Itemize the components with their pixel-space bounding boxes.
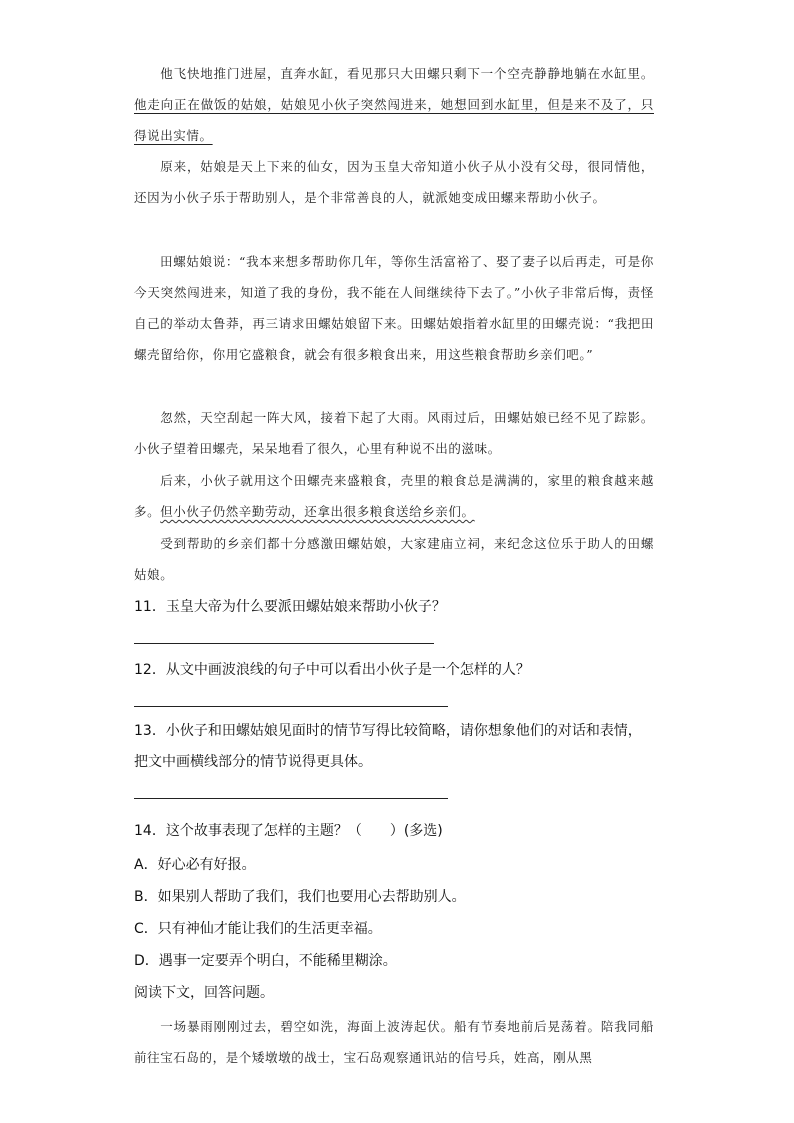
para2-text: 原来，姑娘是天上下来的仙女，因为玉皇大帝知道小伙子从小没有父母，很同情他，还因为小伙子乐于帮助别人，是个非常善良的人，就派她变成田螺来帮助小伙子。 <box>134 159 654 205</box>
passage1-para5 <box>134 465 654 527</box>
option-b[interactable]: B．如果别人帮助了我们，我们也要用心去帮助别人。 <box>134 889 466 905</box>
passage2-para1 <box>134 1011 654 1073</box>
option-d[interactable]: D．遇事一定要弄个明白，不能稀里糊涂。 <box>134 953 397 969</box>
para1-plain-text: 他飞快地推门进屋，直奔水缸，看见那只大田螺只剩下一个空壳静静地躺在水缸里。 <box>160 66 654 81</box>
passage1-para3 <box>134 246 654 370</box>
question-12: 12．从文中画波浪线的句子中可以看出小伙子是一个怎样的人？ <box>134 662 530 678</box>
answer-line-12[interactable] <box>134 706 448 707</box>
passage1-para6 <box>134 528 654 590</box>
answer-line-11[interactable] <box>134 643 434 644</box>
option-c[interactable]: C．只有神仙才能让我们的生活更幸福。 <box>134 921 382 937</box>
passage2-text: 一场暴雨刚刚过去，碧空如洗，海面上波涛起伏。船有节奏地前后晃荡着。陪我同船前往宝石岛的，是个矮墩墩的战士，宝石岛观察通讯站的信号兵，姓高，刚从黑 <box>134 1019 654 1065</box>
option-a[interactable]: A．好心必有好报。 <box>134 857 256 873</box>
passage1-para2 <box>134 151 654 213</box>
para6-text: 受到帮助的乡亲们都十分感激田螺姑娘，大家建庙立祠，来纪念这位乐于助人的田螺姑娘。 <box>134 536 654 582</box>
para4-text: 忽然，天空刮起一阵大风，接着下起了大雨。风雨过后，田螺姑娘已经不见了踪影。小伙子望着田螺壳，呆呆地看了很久，心里有种说不出的滋味。 <box>134 410 654 456</box>
reading-instruction: 阅读下文，回答问题。 <box>134 985 274 1001</box>
para1-underlined-sentence: 他走向正在做饭的姑娘，姑娘见小伙子突然闯进来，她想回到水缸里，但是来不及了，只得说出实情。 <box>134 97 654 143</box>
para5-plain-text: 后来，小伙子就用这个田螺壳来盛粮食，壳里的粮食总是满满的，家里的粮食越来越多。 <box>134 473 654 519</box>
question-13: 13．小伙子和田螺姑娘见面时的情节写得比较简略，请你想象他们的对话和表情，把文中画横线部分的情节说得更具体。 <box>134 723 642 770</box>
para5-wavy-sentence: 但小伙子仍然辛勤劳动，还拿出很多粮食送给乡亲们。 <box>160 504 475 519</box>
para3-text: 田螺姑娘说：“我本来想多帮助你几年，等你生活富裕了、娶了妻子以后再走，可是你今天突然闯进来，知道了我的身份，我不能在人间继续待下去了。”小伙子非常后悔，责怪自己的举动太鲁莽，再三请求田螺姑娘留下来。田螺姑娘指着水缸里的田螺壳说：“我把田螺壳留给你，你用它盛粮食，就会有很多粮食出来，用这些粮食帮助乡亲们吧。” <box>134 254 654 362</box>
answer-line-13[interactable] <box>134 798 448 799</box>
passage1-para4 <box>134 402 654 464</box>
question-14: 14．这个故事表现了怎样的主题？（ ）(多选) <box>134 823 443 839</box>
passage1-para1 <box>134 58 654 151</box>
question-11: 11．玉皇大帝为什么要派田螺姑娘来帮助小伙子？ <box>134 599 446 615</box>
